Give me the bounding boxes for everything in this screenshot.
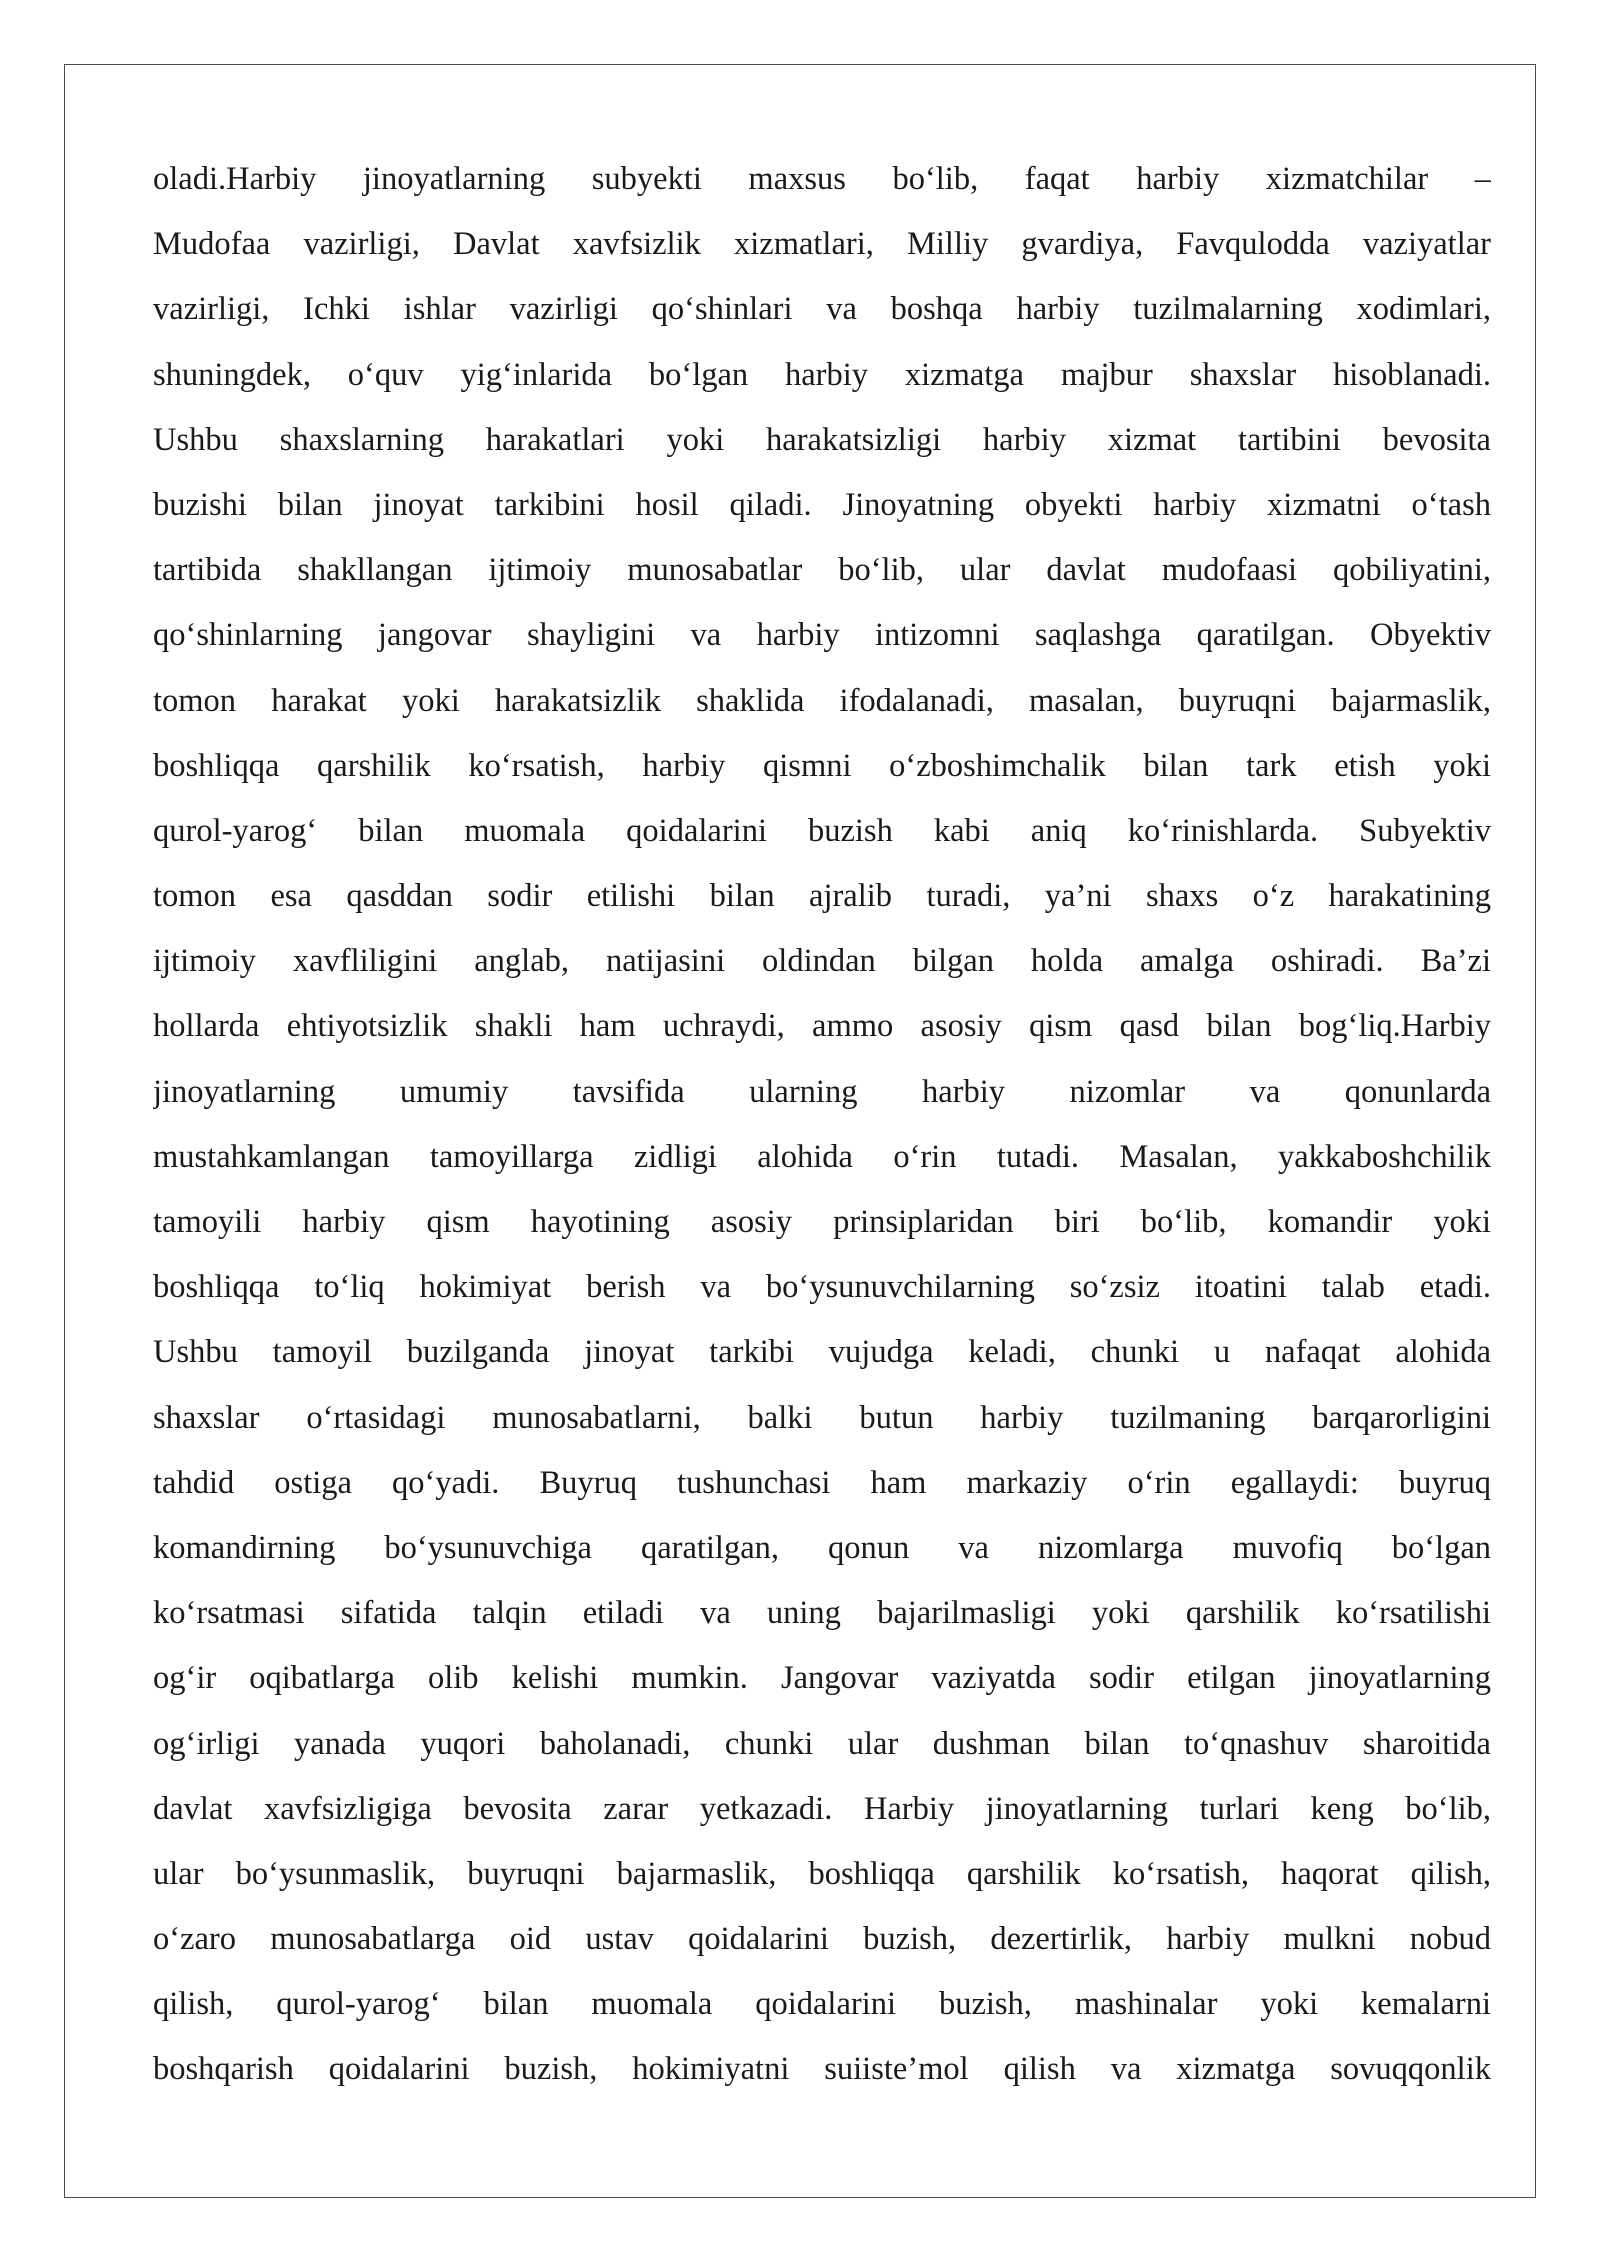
text-line: og‘irligi yanada yuqori baholanadi, chunki ular dushman bilan to‘qnashuv sharoitida	[153, 1725, 1491, 1762]
text-line: ko‘rsatmasi sifatida talqin etiladi va uning bajarilmasligi yoki qarshilik ko‘rsatilishi	[153, 1595, 1491, 1632]
text-line: tartibida shakllangan ijtimoiy munosabatlar bo‘lib, ular davlat mudofaasi qobiliyatini,	[153, 552, 1491, 589]
text-line: Ushbu shaxslarning harakatlari yoki harakatsizligi harbiy xizmat tartibini bevosita	[153, 421, 1491, 458]
text-line: davlat xavfsizligiga bevosita zarar yetkazadi. Harbiy jinoyatlarning turlari keng bo‘lib,	[153, 1790, 1491, 1827]
text-line: ijtimoiy xavfliligini anglab, natijasini oldindan bilgan holda amalga oshiradi. Ba’zi	[153, 943, 1491, 980]
text-line: qo‘shinlarning jangovar shayligini va harbiy intizomni saqlashga qaratilgan. Obyektiv	[153, 617, 1491, 654]
text-line: vazirligi, Ichki ishlar vazirligi qo‘shinlari va boshqa harbiy tuzilmalarning xodimlari,	[153, 291, 1491, 328]
text-line: tamoyili harbiy qism hayotining asosiy prinsiplaridan biri bo‘lib, komandir yoki	[153, 1204, 1491, 1240]
text-line: oladi.Harbiy jinoyatlarning subyekti maxsus bo‘lib, faqat harbiy xizmatchilar –	[153, 161, 1491, 197]
text-line: boshliqqa qarshilik ko‘rsatish, harbiy qismni o‘zboshimchalik bilan tark etish yoki	[153, 747, 1491, 784]
text-line: Mudofaa vazirligi, Davlat xavfsizlik xizmatlari, Milliy gvardiya, Favqulodda vaziyatlar	[153, 226, 1491, 263]
text-line: shuningdek, o‘quv yig‘inlarida bo‘lgan harbiy xizmatga majbur shaxslar hisoblanadi.	[153, 356, 1491, 393]
text-line: qurol-yarog‘ bilan muomala qoidalarini buzish kabi aniq ko‘rinishlarda. Subyektiv	[153, 812, 1491, 849]
text-line: tomon harakat yoki harakatsizlik shaklida ifodalanadi, masalan, buyruqni bajarmaslik,	[153, 682, 1491, 719]
text-line: hollarda ehtiyotsizlik shakli ham uchraydi, ammo asosiy qism qasd bilan bog‘liq.Harbiy	[153, 1008, 1491, 1045]
text-line: mustahkamlangan tamoyillarga zidligi alohida o‘rin tutadi. Masalan, yakkaboshchilik	[153, 1138, 1491, 1175]
text-line: komandirning bo‘ysunuvchiga qaratilgan, qonun va nizomlarga muvofiq bo‘lgan	[153, 1529, 1491, 1566]
text-line: qilish, qurol-yarog‘ bilan muomala qoidalarini buzish, mashinalar yoki kemalarni	[153, 1986, 1491, 2023]
text-line: tomon esa qasddan sodir etilishi bilan ajralib turadi, ya’ni shaxs o‘z harakatining	[153, 878, 1491, 915]
text-line: ular bo‘ysunmaslik, buyruqni bajarmaslik, boshliqqa qarshilik ko‘rsatish, haqorat qilish,	[153, 1855, 1491, 1892]
text-line: buzishi bilan jinoyat tarkibini hosil qiladi. Jinoyatning obyekti harbiy xizmatni o‘tash	[153, 486, 1491, 523]
text-line: o‘zaro munosabatlarga oid ustav qoidalarini buzish, dezertirlik, harbiy mulkni nobud	[153, 1921, 1491, 1958]
text-line: shaxslar o‘rtasidagi munosabatlarni, balki butun harbiy tuzilmaning barqarorligini	[153, 1399, 1491, 1436]
text-line: boshqarish qoidalarini buzish, hokimiyatni suiiste’mol qilish va xizmatga sovuqqonlik	[153, 2051, 1491, 2088]
text-line: boshliqqa to‘liq hokimiyat berish va bo‘ysunuvchilarning so‘zsiz itoatini talab etadi.	[153, 1269, 1491, 1306]
body-paragraph	[153, 147, 1491, 2103]
text-line: jinoyatlarning umumiy tavsifida ularning harbiy nizomlar va qonunlarda	[153, 1073, 1491, 1110]
text-line: Ushbu tamoyil buzilganda jinoyat tarkibi vujudga keladi, chunki u nafaqat alohida	[153, 1334, 1491, 1371]
text-line: tahdid ostiga qo‘yadi. Buyruq tushunchasi ham markaziy o‘rin egallaydi: buyruq	[153, 1464, 1491, 1501]
text-line: og‘ir oqibatlarga olib kelishi mumkin. Jangovar vaziyatda sodir etilgan jinoyatlarning	[153, 1660, 1491, 1697]
